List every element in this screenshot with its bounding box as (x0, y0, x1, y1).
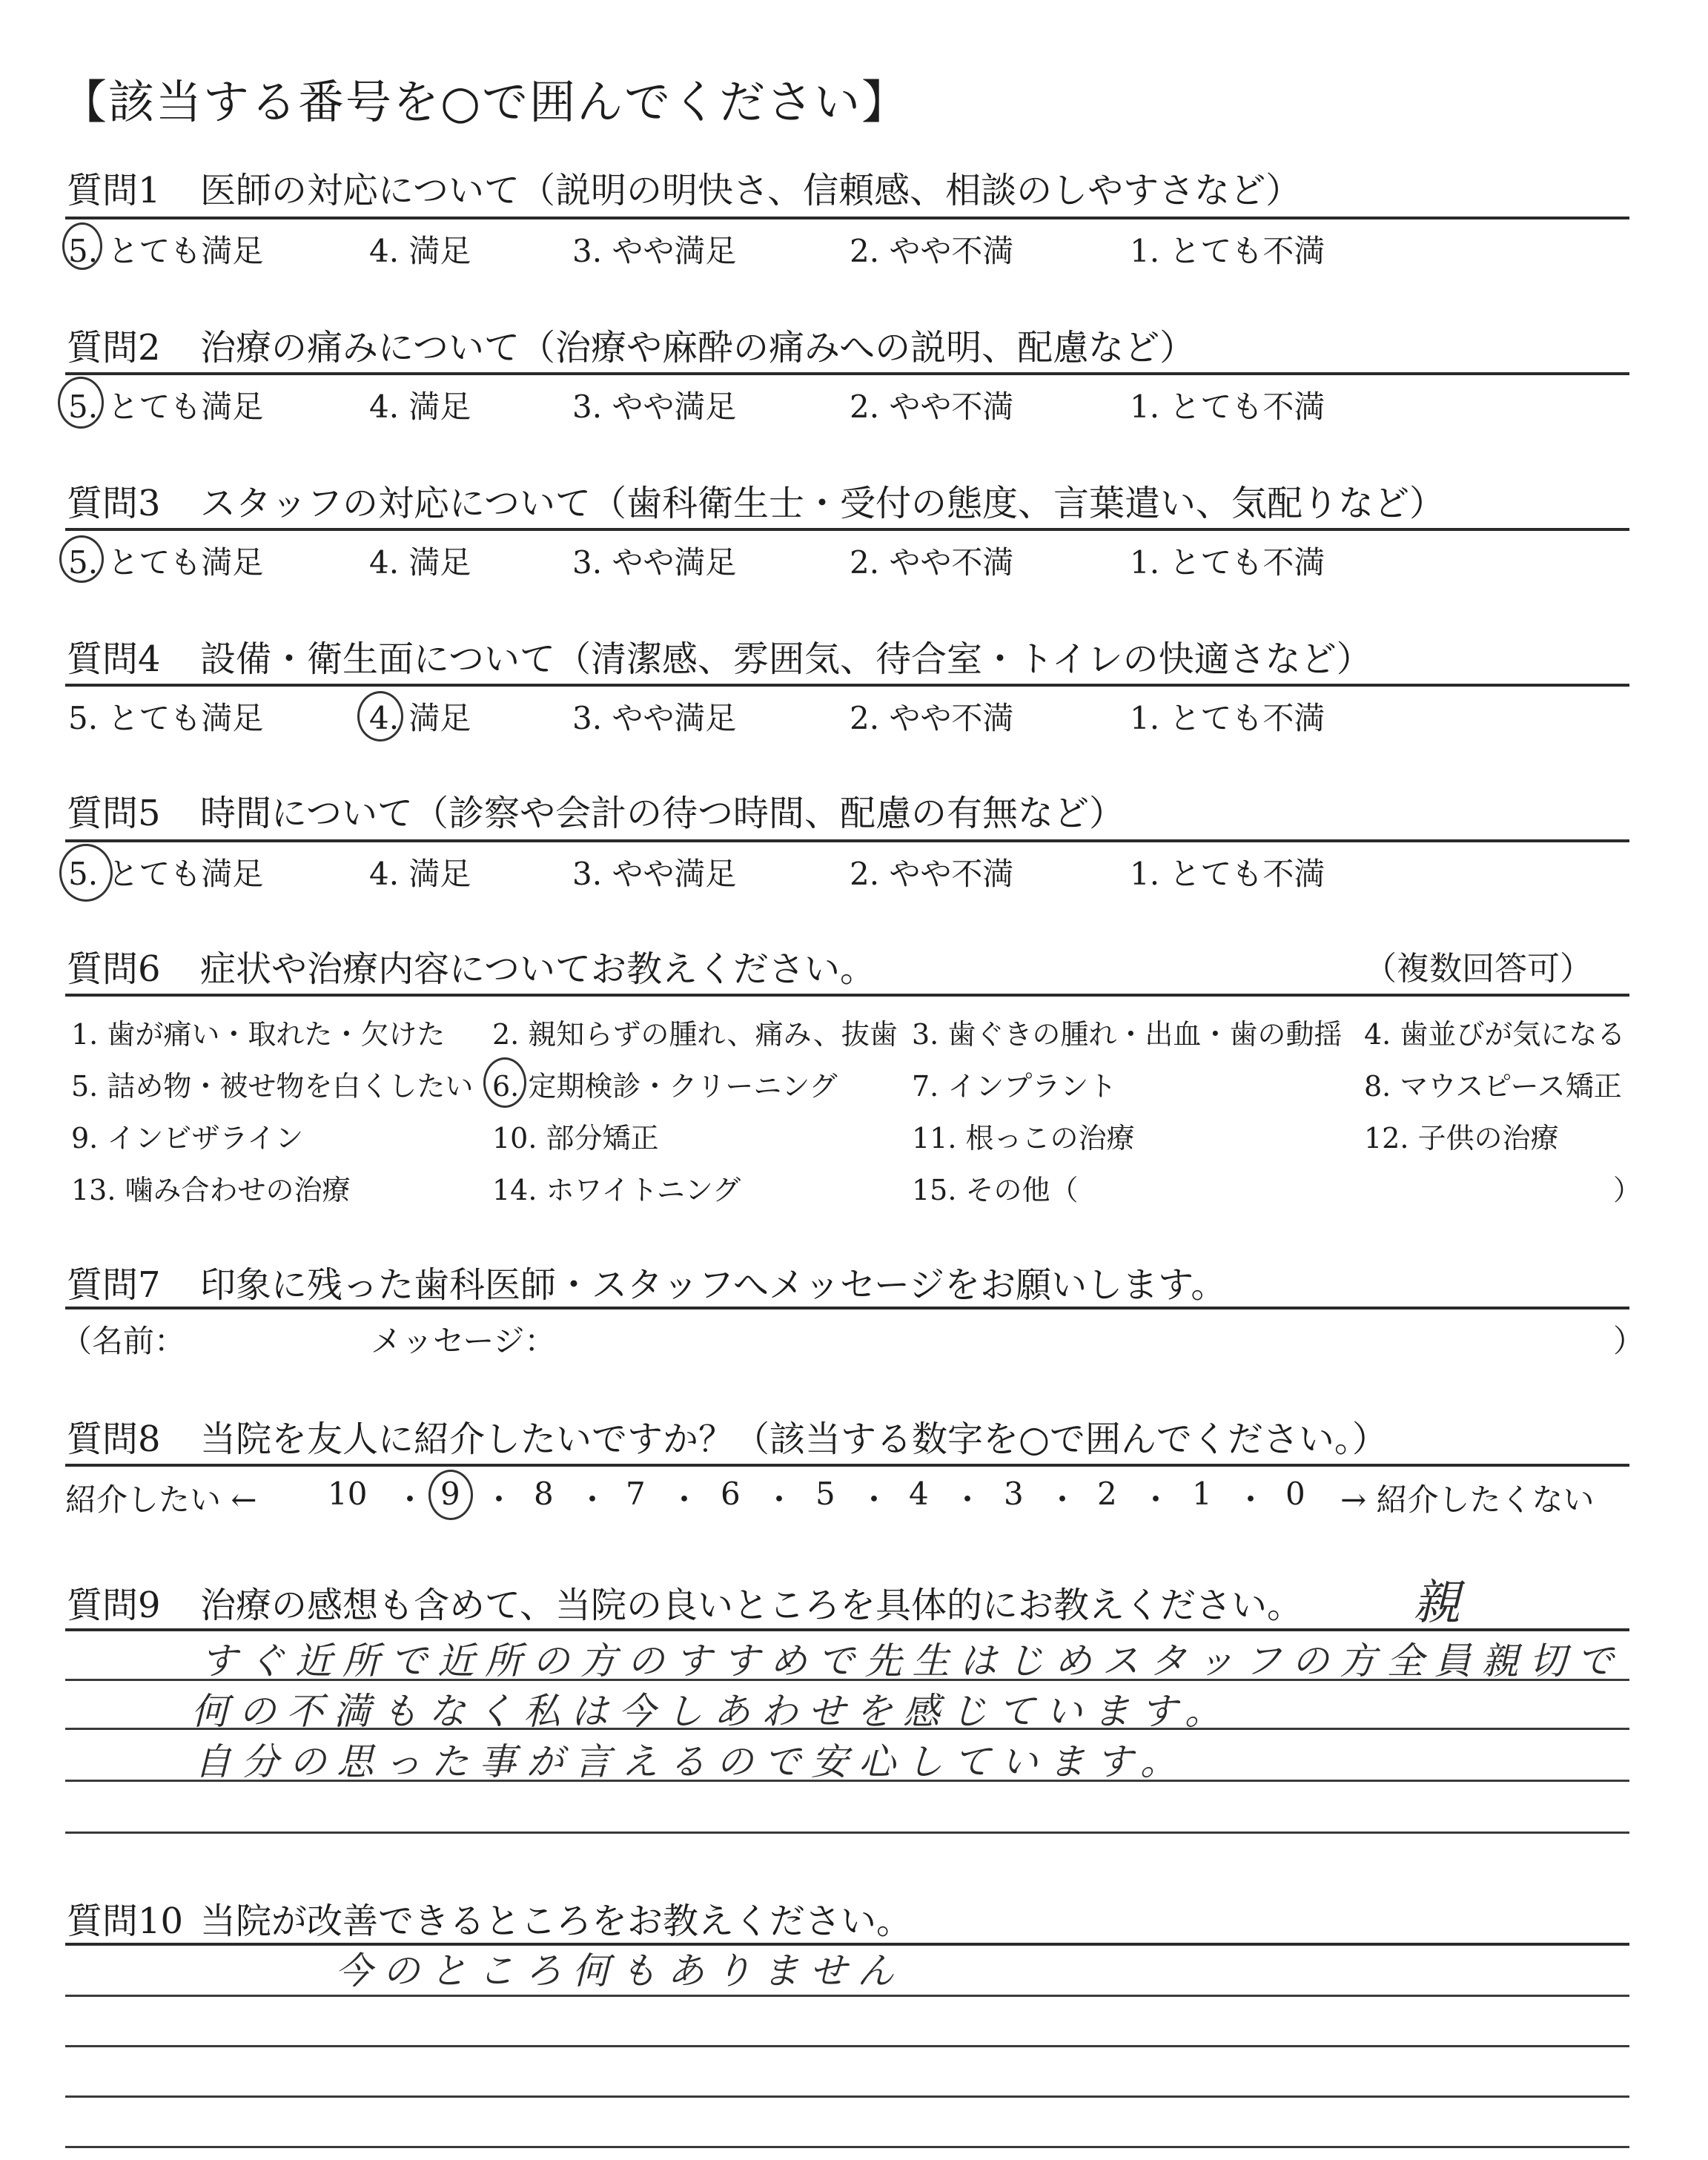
question-2 (67, 319, 1631, 370)
scale-separator: ・ (483, 1482, 515, 1518)
question-number: 質問7 (67, 1264, 161, 1306)
answer-line (65, 2095, 1629, 2098)
question-text: スタッフの対応について（歯科衛生士・受付の態度、言葉遣い、気配りなど） (200, 483, 1446, 524)
question-text: 設備・衛生面について（清潔感、雰囲気、待合室・トイレの快適さなど） (200, 638, 1372, 680)
selection-circle (483, 1057, 526, 1108)
q3-option-1[interactable]: 1. とても不満 (1130, 544, 1325, 581)
scale-separator: ・ (1140, 1482, 1172, 1518)
q4-option-4[interactable]: 4. 満足 (369, 700, 471, 736)
q2-option-4[interactable]: 4. 満足 (369, 389, 471, 425)
scale-7[interactable]: 7 (626, 1476, 646, 1512)
divider (65, 372, 1629, 375)
question-number: 質問4 (67, 638, 161, 680)
name-field[interactable]: （名前： (61, 1323, 186, 1359)
divider (65, 528, 1629, 531)
scale-6[interactable]: 6 (721, 1476, 741, 1512)
q6-option-7[interactable]: 7. インプラント (912, 1070, 1117, 1103)
q6-option-11[interactable]: 11. 根っこの治療 (912, 1122, 1135, 1155)
scale-3[interactable]: 3 (1004, 1476, 1024, 1512)
selection-circle (58, 377, 104, 429)
scale-separator: ・ (669, 1482, 701, 1518)
question-text: 当院を友人に紹介したいですか？（該当する数字を○で囲んでください。） (200, 1418, 1388, 1460)
scale-2[interactable]: 2 (1097, 1476, 1117, 1512)
divider (65, 217, 1629, 219)
divider (65, 839, 1629, 842)
q1-option-5[interactable]: 5. とても満足 (68, 233, 264, 269)
q2-option-3[interactable]: 3. やや満足 (572, 389, 737, 425)
q4-option-5[interactable]: 5. とても満足 (68, 700, 264, 736)
scale-separator: ・ (764, 1482, 795, 1518)
handwritten-answer-line: 何の不満もなく私は今しあわせを感じています。 (191, 1690, 1232, 1733)
recommend-right-label: → 紹介したくない (1340, 1482, 1595, 1518)
divider (65, 684, 1629, 687)
q6-option-8[interactable]: 8. マウスピース矯正 (1364, 1070, 1622, 1103)
q4-option-2[interactable]: 2. やや不満 (850, 700, 1014, 736)
message-field[interactable]: メッセージ： (371, 1323, 556, 1359)
q6-option-5[interactable]: 5. 詰め物・被せ物を白くしたい (71, 1070, 474, 1103)
question-7 (67, 1256, 1631, 1307)
answer-line (65, 1995, 1629, 1997)
q1-option-3[interactable]: 3. やや満足 (572, 233, 737, 269)
q5-option-2[interactable]: 2. やや不満 (850, 856, 1014, 892)
q6-option-1[interactable]: 1. 歯が痛い・取れた・欠けた (71, 1018, 446, 1051)
q4-option-1[interactable]: 1. とても不満 (1130, 700, 1325, 736)
question-9 (67, 1576, 1631, 1628)
q6-option-15[interactable]: 15. その他（ (912, 1174, 1079, 1206)
selection-circle (59, 844, 113, 902)
question-number: 質問9 (67, 1585, 161, 1626)
question-1 (67, 162, 1631, 213)
divider (65, 994, 1629, 997)
handwritten-insertion: 親 (1413, 1576, 1471, 1631)
question-text: 症状や治療内容についてお教えください。 (200, 948, 876, 990)
question-text: 印象に残った歯科医師・スタッフへメッセージをお願いします。 (200, 1264, 1227, 1306)
scale-8[interactable]: 8 (534, 1476, 554, 1512)
q5-option-1[interactable]: 1. とても不満 (1130, 856, 1325, 892)
handwritten-answer-line: 自分の思った事が言えるので安心しています。 (194, 1740, 1188, 1783)
scale-4[interactable]: 4 (909, 1476, 929, 1512)
answer-line (65, 2146, 1629, 2148)
q6-option-12[interactable]: 12. 子供の治療 (1364, 1122, 1559, 1155)
q2-option-2[interactable]: 2. やや不満 (850, 389, 1014, 425)
divider (65, 1464, 1629, 1467)
q5-option-4[interactable]: 4. 満足 (369, 856, 471, 892)
scale-0[interactable]: 0 (1285, 1476, 1305, 1512)
question-number: 質問5 (67, 793, 161, 834)
q6-option-2[interactable]: 2. 親知らずの腫れ、痛み、抜歯 (492, 1018, 898, 1051)
handwritten-answer-line: すぐ近所で近所の方のすすめで先生はじめスタッフの方全員親切で (200, 1639, 1624, 1682)
selection-circle (357, 691, 403, 742)
question-text: 時間について（診察や会計の待つ時間、配慮の有無など） (200, 793, 1125, 834)
q3-option-2[interactable]: 2. やや不満 (850, 544, 1014, 581)
q6-option-14[interactable]: 14. ホワイトニング (492, 1174, 741, 1206)
scale-5[interactable]: 5 (815, 1476, 835, 1512)
q4-option-3[interactable]: 3. やや満足 (572, 700, 737, 736)
q1-option-2[interactable]: 2. やや不満 (850, 233, 1014, 269)
question-text: 治療の感想も含めて、当院の良いところを具体的にお教えください。 (200, 1585, 1303, 1626)
q6-option-13[interactable]: 13. 噛み合わせの治療 (71, 1174, 351, 1206)
scale-10[interactable]: 10 (328, 1476, 368, 1512)
answer-line (65, 1679, 1629, 1681)
q2-option-5[interactable]: 5. とても満足 (68, 389, 264, 425)
scale-9[interactable]: 9 (440, 1476, 460, 1512)
scale-separator: ・ (394, 1482, 426, 1518)
question-5 (67, 785, 1631, 836)
question-4 (67, 630, 1631, 681)
selection-circle (62, 222, 102, 270)
scale-separator: ・ (577, 1482, 609, 1518)
handwritten-answer-line: 今のところ何もありません (335, 1949, 904, 1992)
question-number: 質問2 (67, 327, 161, 369)
scale-separator: ・ (858, 1482, 890, 1518)
selection-circle (59, 535, 104, 583)
recommend-left-label: 紹介したい ← (65, 1482, 257, 1518)
q5-option-3[interactable]: 3. やや満足 (572, 856, 737, 892)
question-8 (67, 1410, 1631, 1462)
question-number: 質問8 (67, 1418, 161, 1460)
question-10 (67, 1892, 1631, 1943)
scale-separator: ・ (1235, 1482, 1267, 1518)
answer-line (65, 1728, 1629, 1730)
question-text: 治療の痛みについて（治療や麻酔の痛みへの説明、配慮など） (200, 327, 1196, 369)
page-title: 【該当する番号を○で囲んでください】 (61, 75, 910, 129)
answer-line (65, 1780, 1629, 1782)
question-text: 医師の対応について（説明の明快さ、信頼感、相談のしやすさなど） (200, 170, 1302, 211)
q3-option-3[interactable]: 3. やや満足 (572, 544, 737, 581)
q1-option-4[interactable]: 4. 満足 (369, 233, 471, 269)
question-3 (67, 475, 1631, 526)
multiple-answer-note: （複数回答可） (1364, 950, 1592, 988)
q1-option-1[interactable]: 1. とても不満 (1130, 233, 1325, 269)
close-paren: ） (1613, 1174, 1642, 1206)
answer-line (65, 1832, 1629, 1834)
q5-option-5[interactable]: 5. とても満足 (68, 856, 264, 892)
q3-option-5[interactable]: 5. とても満足 (68, 544, 264, 581)
q6-option-3[interactable]: 3. 歯ぐきの腫れ・出血・歯の動揺 (912, 1018, 1343, 1051)
question-number: 質問1 (67, 170, 161, 211)
question-number: 質問3 (67, 483, 161, 524)
scale-1[interactable]: 1 (1192, 1476, 1212, 1512)
q6-option-4[interactable]: 4. 歯並びが気になる (1364, 1018, 1626, 1051)
question-number: 質問10 (67, 1900, 184, 1942)
q6-option-6[interactable]: 6. 定期検診・クリーニング (492, 1070, 838, 1103)
selection-circle (428, 1470, 473, 1520)
scale-separator: ・ (1047, 1482, 1079, 1518)
q2-option-1[interactable]: 1. とても不満 (1130, 389, 1325, 425)
scale-separator: ・ (952, 1482, 984, 1518)
answer-line (65, 2045, 1629, 2047)
question-number: 質問6 (67, 948, 161, 990)
q6-option-10[interactable]: 10. 部分矯正 (492, 1122, 659, 1155)
q6-option-9[interactable]: 9. インビザライン (71, 1122, 304, 1155)
question-text: 当院が改善できるところをお教えください。 (200, 1900, 913, 1942)
q3-option-4[interactable]: 4. 満足 (369, 544, 471, 581)
divider (65, 1307, 1629, 1309)
close-paren: ） (1613, 1323, 1645, 1359)
